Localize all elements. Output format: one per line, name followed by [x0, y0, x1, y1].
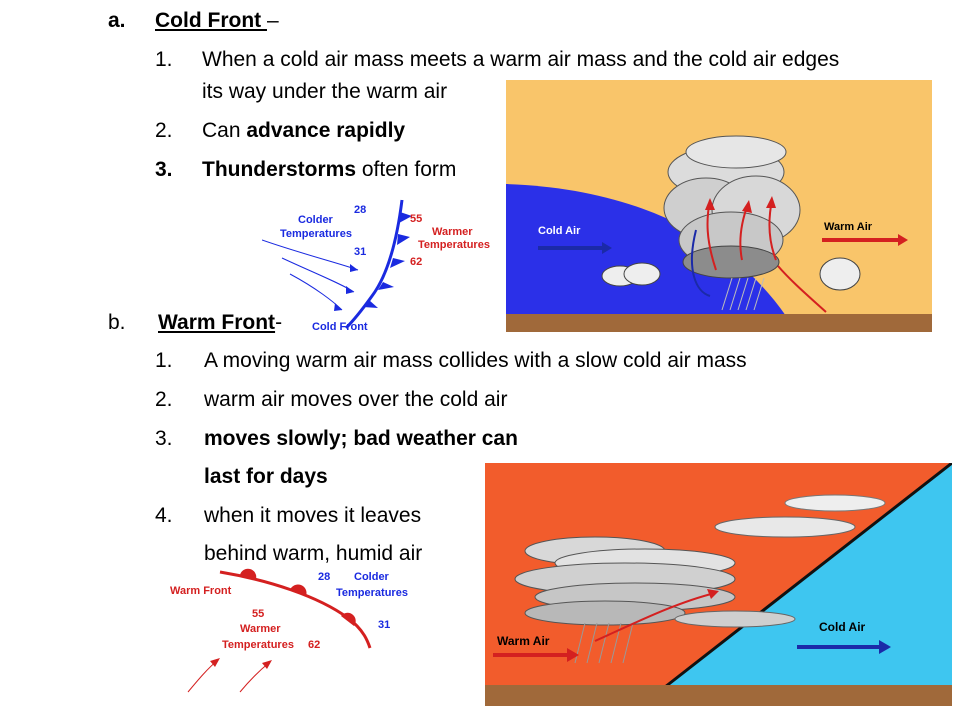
warm-front-map	[168, 566, 430, 696]
warm-map-left-label-1: Warmer	[240, 623, 281, 635]
cold-map-front-label: Cold Front	[312, 321, 368, 333]
warm-map-num-62: 62	[308, 639, 321, 651]
cold-front-dash: –	[266, 9, 279, 32]
cold-map-right-label-1: Warmer	[432, 226, 473, 238]
warm-front-dash: -	[275, 311, 283, 334]
cold-item-1-line1: When a cold air mass meets a warm air mass and the cold air edges	[202, 48, 840, 71]
cold-item-2-text: Can	[202, 119, 247, 142]
cold-map-left-label-1: Colder	[298, 214, 333, 226]
warm-diagram-label: Warm Air	[824, 221, 873, 233]
cold-diagram-ground	[506, 314, 932, 332]
warm-map-front-label: Warm Front	[170, 585, 232, 597]
cold-item-3-text: often form	[356, 158, 457, 181]
warm-map-num-31: 31	[378, 619, 391, 631]
cold-map-num-28: 28	[354, 204, 367, 216]
cold-front-map	[262, 192, 502, 338]
warm-map-right-label-2: Temperatures	[336, 587, 408, 599]
cold-diagram-label: Cold Air	[538, 225, 581, 237]
cold-map-left-label-2: Temperatures	[280, 228, 352, 240]
warm-item-4-line2: behind warm, humid air	[204, 542, 423, 565]
warm-map-num-28: 28	[318, 571, 331, 583]
warm-map-right-label-1: Colder	[354, 571, 389, 583]
warm-item-2: warm air moves over the cold air	[204, 388, 508, 411]
cold-item-1-num: 1.	[155, 48, 173, 71]
warm-front-line	[220, 572, 370, 648]
warm-item-4-num: 4.	[155, 504, 173, 527]
warm-item-3-num: 3.	[155, 427, 173, 450]
cold-air-label-2: Cold Air	[819, 620, 866, 634]
warm-map-num-55: 55	[252, 608, 265, 620]
cold-arrow-3	[290, 274, 342, 310]
warm-item-3-line2: last for days	[204, 465, 328, 488]
cold-map-num-55: 55	[410, 213, 423, 225]
warm-item-1-num: 1.	[155, 349, 173, 372]
warm-item-1: A moving warm air mass collides with a slow cold air mass	[204, 349, 747, 372]
warm-air-label: Warm Air	[497, 634, 550, 648]
cold-item-3-bold: Thunderstorms	[202, 158, 357, 181]
cold-front-marker: a.	[108, 9, 126, 32]
warm-item-3-line1: moves slowly; bad weather can	[204, 427, 518, 450]
cold-front-heading	[155, 8, 279, 34]
cold-map-num-31: 31	[354, 246, 367, 258]
warm-front-diagram	[485, 463, 952, 706]
cold-item-2-bold: advance rapidly	[246, 119, 406, 142]
cold-item-3-num: 3.	[155, 158, 173, 181]
warm-front-marker: b.	[108, 311, 126, 334]
cold-map-right-label-2: Temperatures	[418, 239, 490, 251]
warm-front-heading	[158, 310, 282, 336]
warm-item-4-line1: when it moves it leaves	[204, 504, 422, 527]
warm-item-2-num: 2.	[155, 388, 173, 411]
cold-front-triangles	[363, 212, 412, 308]
warm-front-title: Warm Front	[158, 311, 276, 334]
cold-map-num-62: 62	[410, 256, 423, 268]
cold-front-diagram	[506, 80, 932, 332]
cold-front-title: Cold Front	[155, 9, 267, 32]
small-cloud-right	[820, 258, 860, 290]
warm-diagram-ground	[485, 685, 952, 706]
warm-map-left-label-2: Temperatures	[222, 639, 294, 651]
cold-item-1-line2: its way under the warm air	[202, 80, 448, 103]
cold-item-2	[202, 118, 405, 144]
cold-item-3	[202, 157, 456, 183]
cold-arrow-1	[262, 240, 358, 270]
cold-item-2-num: 2.	[155, 119, 173, 142]
